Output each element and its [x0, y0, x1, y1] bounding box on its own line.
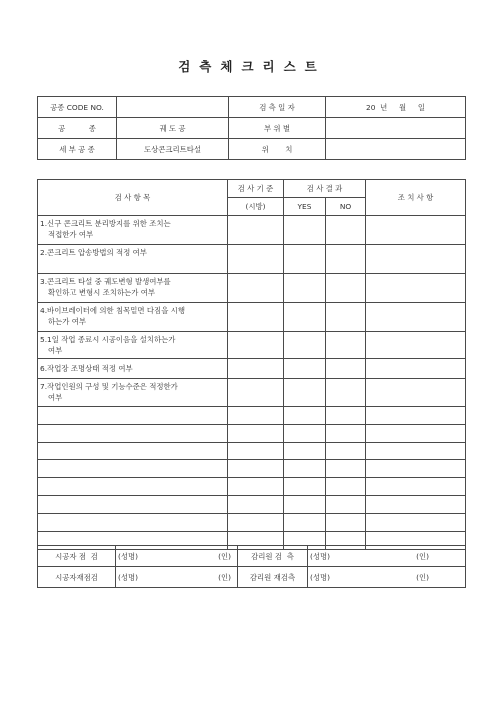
- header-yes: YES: [284, 197, 326, 215]
- check-item-7: [38, 378, 228, 406]
- check-item-4-action[interactable]: [366, 302, 466, 331]
- check-item-1-standard[interactable]: [228, 215, 284, 244]
- supervisor-inspect-name: (성명): [310, 551, 331, 561]
- check-item-3-yes[interactable]: [284, 273, 326, 302]
- check-item-2-standard[interactable]: [228, 244, 284, 273]
- empty-row-cell[interactable]: [284, 460, 326, 478]
- empty-row-cell[interactable]: [326, 514, 366, 532]
- checklist-table: [37, 179, 466, 550]
- check-item-3: [38, 273, 228, 302]
- supervisor-reinspect-sign[interactable]: [308, 567, 466, 588]
- check-item-6-no[interactable]: [326, 358, 366, 378]
- empty-row-cell[interactable]: [284, 478, 326, 496]
- check-item-1-yes[interactable]: [284, 215, 326, 244]
- location-label: 위 치: [229, 139, 326, 160]
- work-label: 공 종: [38, 118, 117, 139]
- header-standard-sub: (시방): [228, 197, 284, 215]
- date-value[interactable]: 20 년 월 일: [326, 97, 466, 118]
- empty-row-cell[interactable]: [228, 460, 284, 478]
- empty-row-cell[interactable]: [366, 442, 466, 460]
- check-item-2-no[interactable]: [326, 244, 366, 273]
- empty-row-cell[interactable]: [228, 478, 284, 496]
- check-item-4-line2: 하는가 여부: [48, 316, 87, 326]
- empty-row-cell[interactable]: [228, 424, 284, 442]
- check-item-1: [38, 215, 228, 244]
- empty-row-cell[interactable]: [326, 478, 366, 496]
- supervisor-inspect-sign[interactable]: [308, 546, 466, 567]
- check-item-1-line1: 1.신구 콘크리트 분리방지를 위한 조치는: [40, 218, 171, 228]
- empty-row-cell[interactable]: [326, 424, 366, 442]
- check-item-1-no[interactable]: [326, 215, 366, 244]
- check-item-5-action[interactable]: [366, 331, 466, 358]
- location-value[interactable]: [326, 139, 466, 160]
- check-item-7-line1: 7.작업인원의 구성 및 기능수준은 적정한가: [40, 381, 178, 391]
- work-value[interactable]: 궤 도 공: [117, 118, 229, 139]
- empty-row-cell[interactable]: [284, 424, 326, 442]
- empty-row-cell[interactable]: [38, 496, 228, 514]
- supervisor-inspect-label: 감리원 검 측: [238, 546, 308, 567]
- empty-row-cell[interactable]: [366, 406, 466, 424]
- empty-row-cell[interactable]: [284, 406, 326, 424]
- empty-row-cell[interactable]: [366, 514, 466, 532]
- check-item-5-no[interactable]: [326, 331, 366, 358]
- empty-row-cell[interactable]: [228, 406, 284, 424]
- empty-row-cell[interactable]: [366, 424, 466, 442]
- check-item-3-action[interactable]: [366, 273, 466, 302]
- supervisor-reinspect-label: 감리원 재검측: [238, 567, 308, 588]
- check-item-4-line1: 4.바이브레이터에 의한 침목밑면 다짐을 시행: [40, 305, 185, 315]
- check-item-6-action[interactable]: [366, 358, 466, 378]
- contractor-inspect-name: (성명): [118, 551, 139, 561]
- empty-row-cell[interactable]: [326, 496, 366, 514]
- check-item-6-standard[interactable]: [228, 358, 284, 378]
- empty-row-cell[interactable]: [38, 406, 228, 424]
- empty-row-cell[interactable]: [228, 514, 284, 532]
- detail-label: 세 부 공 종: [38, 139, 117, 160]
- check-item-3-line1: 3.콘크리트 타설 중 궤도변형 발생여부를: [40, 276, 171, 286]
- part-label: 부 위 별: [229, 118, 326, 139]
- check-item-3-no[interactable]: [326, 273, 366, 302]
- empty-row-cell[interactable]: [326, 406, 366, 424]
- contractor-inspect-seal: (인): [218, 551, 231, 561]
- check-item-2-line1: 2.콘크리트 압송방법의 적정 여부: [40, 247, 147, 257]
- supervisor-inspect-seal: (인): [416, 551, 429, 561]
- check-item-2-yes[interactable]: [284, 244, 326, 273]
- check-item-4-yes[interactable]: [284, 302, 326, 331]
- check-item-5-line2: 여부: [48, 345, 63, 355]
- check-item-5: [38, 331, 228, 358]
- empty-row-cell[interactable]: [38, 478, 228, 496]
- contractor-inspect-sign[interactable]: [116, 546, 238, 567]
- check-item-4: [38, 302, 228, 331]
- check-item-5-standard[interactable]: [228, 331, 284, 358]
- empty-row-cell[interactable]: [228, 442, 284, 460]
- header-no: NO: [326, 197, 366, 215]
- check-item-2: [38, 244, 228, 273]
- check-item-3-line2: 확인하고 변형시 조치하는가 여부: [48, 287, 156, 297]
- check-item-7-yes[interactable]: [284, 378, 326, 406]
- empty-row-cell[interactable]: [38, 460, 228, 478]
- empty-row-cell[interactable]: [366, 496, 466, 514]
- code-label: 공종 CODE NO.: [38, 97, 117, 118]
- header-result: 검 사 결 과: [284, 180, 366, 198]
- contractor-material-seal: (인): [218, 572, 231, 582]
- empty-row-cell[interactable]: [38, 442, 228, 460]
- check-item-3-standard[interactable]: [228, 273, 284, 302]
- header-standard: 검 사 기 준: [228, 180, 284, 198]
- code-value[interactable]: [117, 97, 229, 118]
- check-item-5-yes[interactable]: [284, 331, 326, 358]
- signature-table: [37, 545, 466, 588]
- detail-value[interactable]: 도상콘크리트타설: [117, 139, 229, 160]
- empty-row-cell[interactable]: [38, 424, 228, 442]
- check-item-7-line2: 여부: [48, 392, 63, 402]
- empty-row-cell[interactable]: [38, 514, 228, 532]
- check-item-2-action[interactable]: [366, 244, 466, 273]
- empty-row-cell[interactable]: [284, 442, 326, 460]
- date-label: 검 측 일 자: [229, 97, 326, 118]
- contractor-material-label: 시공자재점검: [38, 567, 116, 588]
- contractor-inspect-label: 시공자 점 검: [38, 546, 116, 567]
- header-action: 조 치 사 항: [366, 180, 466, 216]
- check-item-4-no[interactable]: [326, 302, 366, 331]
- check-item-7-no[interactable]: [326, 378, 366, 406]
- part-value[interactable]: [326, 118, 466, 139]
- check-item-6-line1: 6.작업장 조명상태 적정 여부: [40, 363, 133, 373]
- check-item-4-standard[interactable]: [228, 302, 284, 331]
- page-title: 검측체크리스트: [178, 59, 326, 74]
- check-item-6-yes[interactable]: [284, 358, 326, 378]
- check-item-1-action[interactable]: [366, 215, 466, 244]
- empty-row-cell[interactable]: [284, 496, 326, 514]
- header-item: 검 사 항 목: [38, 180, 228, 216]
- check-item-7-action[interactable]: [366, 378, 466, 406]
- check-item-1-line2: 적접한가 여부: [48, 229, 94, 239]
- empty-row-cell[interactable]: [284, 514, 326, 532]
- empty-row-cell[interactable]: [326, 460, 366, 478]
- contractor-material-sign[interactable]: [116, 567, 238, 588]
- check-item-5-line1: 5.1일 작업 종료시 시공이음을 설치하는가: [40, 334, 176, 344]
- check-item-6: [38, 358, 228, 378]
- supervisor-reinspect-seal: (인): [416, 572, 429, 582]
- empty-row-cell[interactable]: [366, 460, 466, 478]
- empty-row-cell[interactable]: [326, 442, 366, 460]
- supervisor-reinspect-name: (성명): [310, 572, 331, 582]
- empty-row-cell[interactable]: [366, 478, 466, 496]
- contractor-material-name: (성명): [118, 572, 139, 582]
- empty-row-cell[interactable]: [228, 496, 284, 514]
- check-item-7-standard[interactable]: [228, 378, 284, 406]
- info-table: [37, 96, 466, 160]
